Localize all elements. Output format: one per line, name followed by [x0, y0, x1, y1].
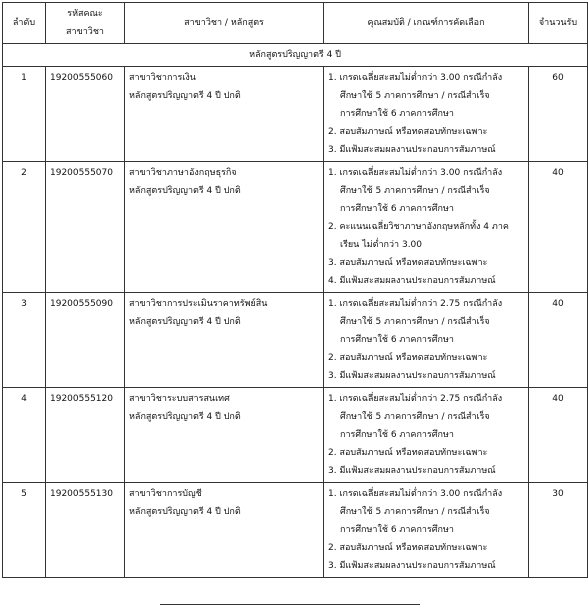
major-name: สาขาวิชาการเงิน [129, 73, 196, 83]
row-program-cell [125, 293, 324, 388]
bottom-rule [160, 604, 420, 605]
qualification-line: 2. สอบสัมภาษณ์ หรือทดสอบทักษะเฉพาะ [328, 353, 488, 363]
row-code: 19200555120 [46, 388, 125, 483]
table-row [3, 293, 588, 388]
qualification-line: ศึกษาใช้ 5 ภาคการศึกษา / กรณีสำเร็จ [340, 412, 490, 422]
header-program: สาขาวิชา / หลักสูตร [125, 3, 324, 44]
program-name: หลักสูตรปริญญาตรี 4 ปี ปกติ [129, 412, 241, 422]
qualification-line: 4. มีแฟ้มสะสมผลงานประกอบการสัมภาษณ์ [328, 276, 496, 286]
major-name: สาขาวิชาการประเมินราคาทรัพย์สิน [129, 299, 268, 309]
qualification-line: 3. มีแฟ้มสะสมผลงานประกอบการสัมภาษณ์ [328, 561, 496, 571]
program-name: หลักสูตรปริญญาตรี 4 ปี ปกติ [129, 507, 241, 517]
major-name: สาขาวิชาระบบสารสนเทศ [129, 394, 230, 404]
header-no: ลำดับ [3, 3, 46, 44]
qualification-line: ศึกษาใช้ 5 ภาคการศึกษา / กรณีสำเร็จ [340, 317, 490, 327]
table-row [3, 483, 588, 578]
qualification-line: 3. สอบสัมภาษณ์ หรือทดสอบทักษะเฉพาะ [328, 258, 488, 268]
qualification-line: 1. เกรดเฉลี่ยสะสมไม่ต่ำกว่า 2.75 กรณีกำลัง [328, 299, 503, 309]
row-number: 2 [3, 162, 46, 293]
row-qualification-cell [324, 388, 529, 483]
program-name: หลักสูตรปริญญาตรี 4 ปี ปกติ [129, 91, 241, 101]
header-quota: จำนวนรับ [529, 3, 588, 44]
table-row [3, 162, 588, 293]
header-row [3, 3, 588, 44]
qualification-line: 2. สอบสัมภาษณ์ หรือทดสอบทักษะเฉพาะ [328, 543, 488, 553]
header-code [46, 3, 125, 44]
row-number: 5 [3, 483, 46, 578]
qualification-line: 2. คะแนนเฉลี่ยวิชาภาษาอังกฤษหลักทั้ง 4 ภาค [328, 222, 509, 232]
row-code: 19200555130 [46, 483, 125, 578]
row-qualification-cell [324, 162, 529, 293]
row-qualification-cell [324, 67, 529, 162]
program-name: หลักสูตรปริญญาตรี 4 ปี ปกติ [129, 317, 241, 327]
qualification-line: 2. สอบสัมภาษณ์ หรือทดสอบทักษะเฉพาะ [328, 448, 488, 458]
section-row [3, 44, 588, 67]
qualification-line: การศึกษาใช้ 6 ภาคการศึกษา [340, 525, 454, 535]
table-row [3, 388, 588, 483]
admission-table [2, 2, 588, 578]
qualification-line: การศึกษาใช้ 6 ภาคการศึกษา [340, 335, 454, 345]
row-number: 1 [3, 67, 46, 162]
qualification-line: 1. เกรดเฉลี่ยสะสมไม่ต่ำกว่า 3.00 กรณีกำลัง [328, 73, 503, 83]
qualification-line: 2. สอบสัมภาษณ์ หรือทดสอบทักษะเฉพาะ [328, 127, 488, 137]
qualification-line: 1. เกรดเฉลี่ยสะสมไม่ต่ำกว่า 3.00 กรณีกำลัง [328, 168, 503, 178]
qualification-line: การศึกษาใช้ 6 ภาคการศึกษา [340, 109, 454, 119]
row-quota: 60 [529, 67, 588, 162]
row-program-cell [125, 162, 324, 293]
qualification-line: ศึกษาใช้ 5 ภาคการศึกษา / กรณีสำเร็จ [340, 507, 490, 517]
qualification-line: การศึกษาใช้ 6 ภาคการศึกษา [340, 430, 454, 440]
qualification-line: เรียน ไม่ต่ำกว่า 3.00 [340, 240, 423, 250]
qualification-line: การศึกษาใช้ 6 ภาคการศึกษา [340, 204, 454, 214]
row-number: 4 [3, 388, 46, 483]
row-quota: 30 [529, 483, 588, 578]
row-quota: 40 [529, 388, 588, 483]
row-qualification-cell [324, 483, 529, 578]
row-code: 19200555070 [46, 162, 125, 293]
header-code-line2: สาขาวิชา [66, 27, 104, 37]
header-qualification: คุณสมบัติ / เกณฑ์การคัดเลือก [324, 3, 529, 44]
major-name: สาขาวิชาการบัญชี [129, 489, 202, 499]
row-code: 19200555060 [46, 67, 125, 162]
qualification-line: 3. มีแฟ้มสะสมผลงานประกอบการสัมภาษณ์ [328, 371, 496, 381]
row-program-cell [125, 483, 324, 578]
row-program-cell [125, 67, 324, 162]
row-quota: 40 [529, 162, 588, 293]
qualification-line: 1. เกรดเฉลี่ยสะสมไม่ต่ำกว่า 2.75 กรณีกำลัง [328, 394, 503, 404]
section-title: หลักสูตรปริญญาตรี 4 ปี [3, 44, 588, 67]
header-code-line1: รหัสคณะ [67, 9, 103, 19]
program-name: หลักสูตรปริญญาตรี 4 ปี ปกติ [129, 186, 241, 196]
table-row [3, 67, 588, 162]
major-name: สาขาวิชาภาษาอังกฤษธุรกิจ [129, 168, 237, 178]
row-quota: 40 [529, 293, 588, 388]
row-qualification-cell [324, 293, 529, 388]
row-code: 19200555090 [46, 293, 125, 388]
qualification-line: ศึกษาใช้ 5 ภาคการศึกษา / กรณีสำเร็จ [340, 91, 490, 101]
row-number: 3 [3, 293, 46, 388]
qualification-line: 1. เกรดเฉลี่ยสะสมไม่ต่ำกว่า 3.00 กรณีกำลัง [328, 489, 503, 499]
row-program-cell [125, 388, 324, 483]
qualification-line: 3. มีแฟ้มสะสมผลงานประกอบการสัมภาษณ์ [328, 145, 496, 155]
qualification-line: ศึกษาใช้ 5 ภาคการศึกษา / กรณีสำเร็จ [340, 186, 490, 196]
qualification-line: 3. มีแฟ้มสะสมผลงานประกอบการสัมภาษณ์ [328, 466, 496, 476]
